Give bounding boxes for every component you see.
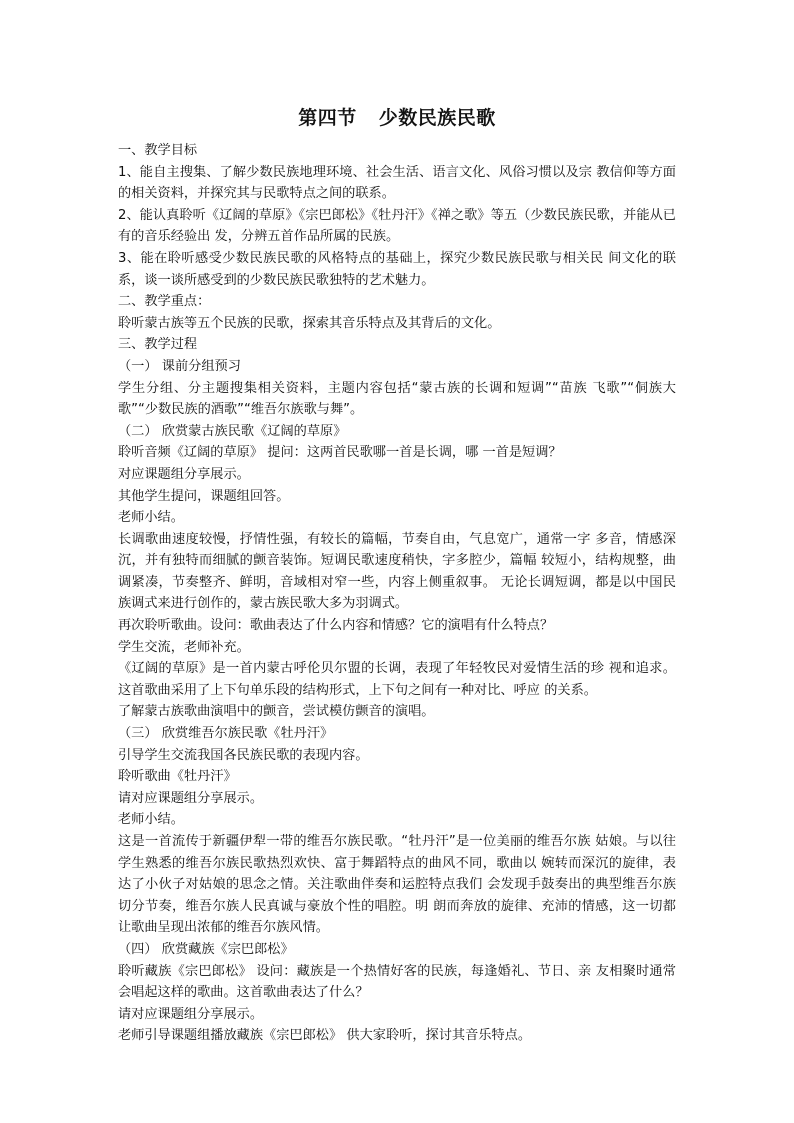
page-title xyxy=(118,104,676,132)
step-2-song-analysis: 《辽阔的草原》是一首内蒙古呼伦贝尔盟的长调，表现了年轻牧民对爱情生活的珍 视和追求。这首歌曲采用了上下句单乐段的结构形式，上下句之间有一种对比、呼应 的关系。 xyxy=(118,661,676,698)
step-2-exchange: 学生交流，老师补充。 xyxy=(118,639,250,655)
step-4-guide: 老师引导课题组播放藏族《宗巴郎松》 供大家聆听，探讨其音乐特点。 xyxy=(118,1028,532,1044)
objective-3: 3、能在聆听感受少数民族民歌的风格特点的基础上，探究少数民族民歌与相关民 间文化的联系，谈一谈所感受到的少数民族民歌独特的艺术魅力。 xyxy=(118,250,676,288)
heading-objectives: 一、教学目标 xyxy=(118,143,198,158)
step-3-song-analysis: 这是一首流传于新疆伊犁一带的维吾尔族民歌。“牡丹汗”是一位美丽的维吾尔族 姑娘。与以往学生熟悉的维吾尔族民歌热烈欢快、富于舞蹈特点的曲风不同，歌曲以 婉转而深沉的旋律，表达了小伙子对姑娘的思念之情。关注歌曲伴奏和运腔特点我们 会发现手鼓奏出的典型维吾尔族切分节奏，维吾尔族人民真诚与豪放个性的唱腔。明 朗而奔放的旋律、充沛的情感，这一切都让歌曲呈现出浓郁的维吾尔族风情。 xyxy=(118,834,676,936)
step-3-share: 请对应课题组分享展示。 xyxy=(118,790,264,806)
step-2-heading: （二） 欣赏蒙古族民歌《辽阔的草原》 xyxy=(118,423,347,439)
step-4-listen: 聆听藏族《宗巴郎松》 设问：藏族是一个热情好客的民族，每逢婚礼、节日、亲 友相聚时通常会唱起这样的歌曲。这首歌曲表达了什么？ xyxy=(118,963,676,1001)
heading-key-points: 二、教学重点： xyxy=(118,294,211,310)
step-1-text: 学生分组、分主题搜集相关资料，主题内容包括“蒙古族的长调和短调”“苗族 飞歌”“侗族大歌”“少数民族的酒歌”“维吾尔族歌与舞”。 xyxy=(118,380,676,418)
step-2-vibrato: 了解蒙古族歌曲演唱中的颤音，尝试模仿颤音的演唱。 xyxy=(118,704,435,720)
step-2-relisten: 再次聆听歌曲。设问：歌曲表达了什么内容和情感？它的演唱有什么特点？ xyxy=(118,618,554,634)
title-topic: 少数民族民歌 xyxy=(378,107,496,129)
step-1-heading: （一） 课前分组预习 xyxy=(118,358,241,374)
step-2-questions: 其他学生提问，课题组回答。 xyxy=(118,488,290,504)
step-3-summary: 老师小结。 xyxy=(118,812,184,828)
objective-1: 1、能自主搜集、了解少数民族地理环境、社会生活、语言文化、风俗习惯以及宗 教信仰等方面的相关资料，并探究其与民歌特点之间的联系。 xyxy=(118,164,676,202)
objective-2: 2、能认真聆听《辽阔的草原》《宗巴郎松》《牡丹汗》《禅之歌》等五（少数民族民歌，并能从已有的音乐经验出 发，分辨五首作品所属的民族。 xyxy=(118,207,676,245)
key-points-text: 聆听蒙古族等五个民族的民歌，探索其音乐特点及其背后的文化。 xyxy=(118,315,501,331)
step-3-listen: 聆听歌曲《牡丹汗》 xyxy=(118,769,237,785)
heading-process: 三、教学过程 xyxy=(118,337,198,353)
step-2-long-short-tune: 长调歌曲速度较慢，抒情性强，有较长的篇幅，节奏自由，气息宽广，通常一字 多音，情感深沉，并有独特而细腻的颤音装饰。短调民歌速度稍快，字多腔少，篇幅 较短小，结构规整，曲调紧凑，节奏整齐、鲜明，音域相对窄一些，内容上侧重叙事。 无论长调短调，都是以中国民族调式来进行创作的，蒙古族民歌大多为羽调式。 xyxy=(118,531,676,612)
step-2-summary: 老师小结。 xyxy=(118,510,184,526)
step-4-heading: （四） 欣赏藏族《宗巴郎松》 xyxy=(118,941,294,957)
step-2-listen: 聆听音频《辽阔的草原》 提问：这两首民歌哪一首是长调，哪 一首是短调？ xyxy=(118,445,562,461)
step-3-heading: （三） 欣赏维吾尔族民歌《牡丹汗》 xyxy=(118,726,334,742)
title-section-number: 第四节 xyxy=(298,107,357,129)
step-2-share: 对应课题组分享展示。 xyxy=(118,466,250,482)
step-4-share: 请对应课题组分享展示。 xyxy=(118,1006,264,1022)
step-3-guide: 引导学生交流我国各民族民歌的表现内容。 xyxy=(118,747,369,763)
